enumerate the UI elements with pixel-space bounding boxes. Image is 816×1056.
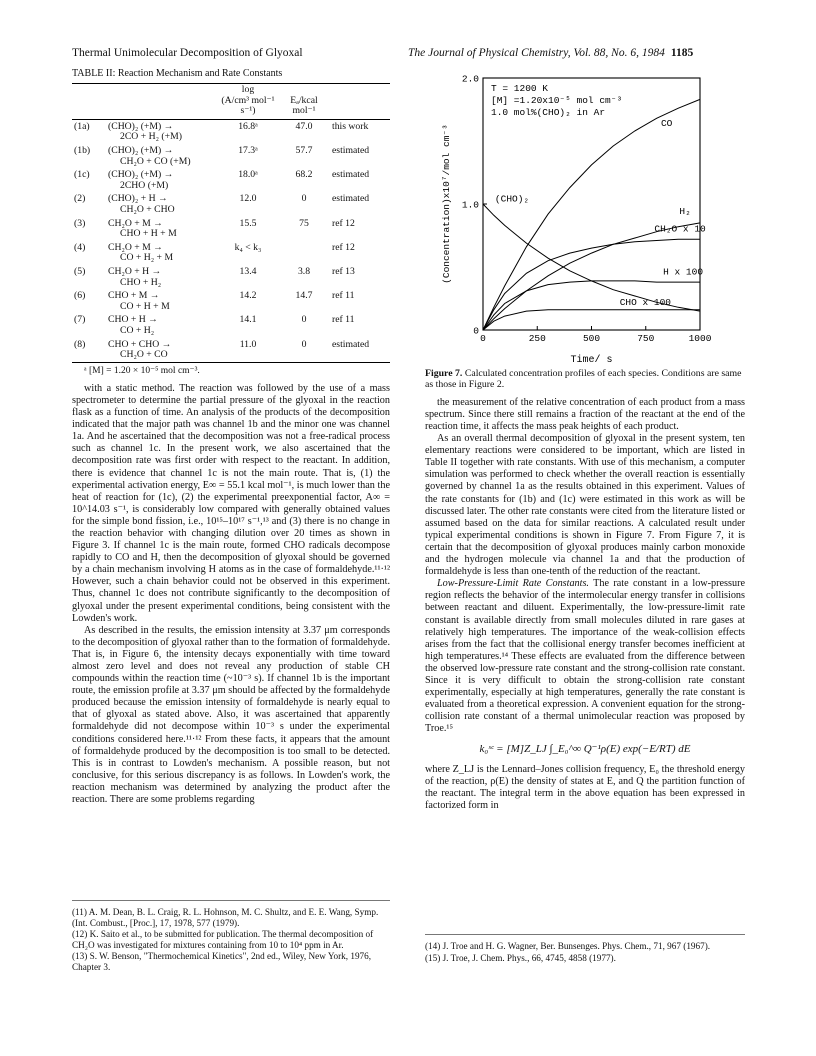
reaction-equation <box>106 241 218 265</box>
log-a-value: 15.5 <box>239 217 257 229</box>
right-body-text <box>425 397 745 578</box>
reaction-source: estimated <box>332 169 370 181</box>
condition-line: 1.0 mol%(CHO)₂ in Ar <box>491 107 606 118</box>
strong-collision-equation: k₀ˢᶜ = [M]Z_LJ ∫_E₀^∞ Q⁻¹ρ(E) exp(−E/RT) dE <box>479 743 691 756</box>
reactant-line: CHO + CHO → <box>108 338 172 350</box>
footnote: (12) K. Saito et al., to be submitted for publication. The thermal decomposition of CH₂O was investigated for mixtures containing from 10 to 10⁴ ppm in Ar. <box>72 929 374 950</box>
reactant-line: CH₂O + M → <box>108 241 163 253</box>
reaction-row <box>72 168 390 192</box>
log-a-value: k₄ < k₃ <box>234 241 262 253</box>
y-tick-label: 2.0 <box>461 73 479 85</box>
table-footnote: ᵃ [M] = 1.20 × 10⁻⁵ mol cm⁻³. <box>84 365 200 376</box>
figure-caption-text: Calculated concentration profiles of each species. Conditions are same as those in Figure 2. <box>425 368 742 391</box>
left-body-text <box>72 383 390 806</box>
ea-value: 75 <box>299 217 309 229</box>
after-equation-text: where Z_LJ is the Lennard–Jones collision frequency, E₀ the threshold energy of the reaction, ρ(E) the density of states at E, and Q the partition function of the reactant. The integral term in the above equation has been expressed in factorized form in <box>425 763 745 811</box>
product-line: 2CHO (+M) <box>120 179 169 191</box>
ea-value: 14.7 <box>295 290 313 302</box>
left-column <box>72 68 390 806</box>
page-number: 1185 <box>670 47 694 59</box>
reactant-line: (CHO)₂ + H → <box>108 193 168 205</box>
table-caption-label: TABLE II: <box>72 68 116 79</box>
reactant-line: (CHO)₂ (+M) → <box>108 120 174 132</box>
reaction-id: (1b) <box>74 145 91 157</box>
reaction-id: (4) <box>74 241 86 253</box>
figure-7-chart <box>425 68 745 368</box>
reaction-id: (7) <box>74 314 86 326</box>
ea-value: 0 <box>301 338 307 350</box>
reaction-id: (2) <box>74 193 86 205</box>
running-head: Thermal Unimolecular Decomposition of Glyoxal <box>72 47 303 59</box>
right-footnotes <box>425 934 745 964</box>
footnote: (14) J. Troe and H. G. Wagner, Ber. Bunsenges. Phys. Chem., 71, 967 (1967). <box>425 941 711 951</box>
ea-value: 68.2 <box>295 169 313 181</box>
reaction-equation <box>106 144 218 168</box>
y-tick-label: 1.0 <box>461 199 479 211</box>
product-line: CH₂O + CO <box>120 349 168 361</box>
reaction-table <box>72 83 390 363</box>
x-tick-label: 1000 <box>688 333 712 344</box>
lowp-paragraph <box>425 578 745 735</box>
log-a-value: 12.0 <box>239 193 257 205</box>
footnote: (15) J. Troe, J. Chem. Phys., 66, 4745, 4858 (1977). <box>425 952 616 963</box>
lowp-text: The rate constant in a low-pressure region reflects the behavior of the intermolecular energy transfer in collisions between reactant and diluent. Experimentally, the low-pressure-limit rate constant is available directly from small molecules diluted in rare gases at relatively high temperatures. The importance of the weak-collision effects arises from the fact that the collisional energy transfer becomes inefficient at high temperatures.¹⁴ These effects are evaluated from the difference between the observed low-pressure rate constant and the strong-collision rate constant. Since it is very difficult to obtain the strong-collision rate constant experimentally, especially at high temperatures, generally the rate constant is evaluated from a theoretical expression. A convenient equation for the strong-collision rate constant of a thermal unimolecular reaction was proposed by Troe.¹⁵ <box>425 578 745 735</box>
reactant-line: CH₂O + H → <box>108 266 162 277</box>
reaction-equation <box>106 265 218 289</box>
series-label: CO <box>660 117 673 129</box>
log-a-value: 16.8ᵃ <box>238 120 258 132</box>
product-line: CH₂O + CO (+M) <box>120 155 191 167</box>
reaction-row <box>72 144 390 168</box>
series-label: H₂ <box>679 206 691 218</box>
product-line: CO + H₂ + M <box>120 252 174 264</box>
reaction-id: (1a) <box>74 120 90 132</box>
reaction-id: (8) <box>74 338 86 350</box>
log-a-value: 14.2 <box>239 290 257 302</box>
reaction-row <box>72 265 390 289</box>
body-paragraph: with a static method. The reaction was followed by the use of a mass spectrometer to determine the partial pressure of the glyoxal in the reaction flask as a function of time. An analysis of the products of the decomposition indicated that the major path was channel 1b and the minor one was channel 1a. And he ascertained that the decomposition was not a free-radical process such as channel 1c. In the present work, we also ascertained that the decomposition rate was first order with respect to the reactant. In addition, there is evidence that channel 1c is not the main route. That is, (1) the experimental activation energy, E∞ = 55.1 kcal mol⁻¹, is much lower than the heat of reaction for (1c), (2) the experimental preexponential factor, A∞ = 10^14.03 s⁻¹, is considerably low compared with generally obtained values for the simple bond fission, i.e., 10¹⁵–10¹⁷ s⁻¹,¹³ and (3) there is no change in the reaction behavior with changing dilution over 20 times as shown in Figure 3. If channel 1c is the main route, formed CHO radicals decompose rapidly to CO and H, then the decomposition of glyoxal should be governed by a chain mechanism involving H atoms as in the case of formaldehyde.¹¹·¹² However, such a chain behavior could not be observed in this experiment. Thus, channel 1c does not contribute significantly to the decomposition of glyoxal under the present experimental conditions, being consistent with the Lowden's work. <box>72 382 390 624</box>
reaction-id: (1c) <box>74 169 90 181</box>
body-paragraph: the measurement of the relative concentration of each product from a mass spectrum. Since there still remains a fraction of the reactant at the end of the reaction time, it affects the mass peak heights of each product. <box>425 396 745 432</box>
y-axis-label: (Concentration)x10⁷/mol cm⁻³ <box>441 124 452 284</box>
journal-name: The Journal of Physical Chemistry, Vol. 88, No. 6, 1984 <box>408 47 665 59</box>
reactant-line: (CHO)₂ (+M) → <box>108 169 174 181</box>
x-axis-label: Time/ s <box>570 355 613 366</box>
reaction-equation <box>106 217 218 241</box>
figure-caption-label: Figure 7. <box>425 368 463 379</box>
left-footnotes <box>72 900 390 974</box>
reaction-equation <box>106 168 218 192</box>
reaction-row <box>72 241 390 265</box>
series-label: (CHO)₂ <box>494 193 530 205</box>
table-caption <box>72 68 390 80</box>
reaction-source: ref 13 <box>332 266 355 277</box>
reaction-row <box>72 289 390 313</box>
reaction-equation <box>106 338 218 363</box>
footnote: (11) A. M. Dean, B. L. Craig, R. L. Hohnson, M. C. Shultz, and E. E. Wang, Symp. (Int. Combust., [Proc.], 17, 1978, 577 (1979). <box>72 907 379 928</box>
reaction-row <box>72 313 390 337</box>
col-header-logA: log (A/cm³ mol⁻¹ s⁻¹) <box>221 84 275 117</box>
y-tick-label: 0 <box>473 325 479 337</box>
reaction-source: ref 11 <box>332 290 355 302</box>
reaction-equation <box>106 289 218 313</box>
reaction-id: (6) <box>74 290 86 302</box>
series-label: CHO x 100 <box>619 296 672 308</box>
reaction-id: (5) <box>74 266 86 277</box>
figure-caption <box>425 368 745 391</box>
series-line-0 <box>483 99 700 330</box>
ea-value: 47.0 <box>295 120 313 132</box>
ea-value: 0 <box>301 314 307 326</box>
ea-value: 0 <box>301 193 307 205</box>
reaction-source: ref 12 <box>332 241 355 253</box>
reaction-source: estimated <box>332 193 370 205</box>
log-a-value: 18.0ᵃ <box>238 169 258 181</box>
reaction-id: (3) <box>74 217 86 229</box>
ea-value <box>278 241 330 265</box>
journal-citation <box>408 47 693 59</box>
footnote: (13) S. W. Benson, "Thermochemical Kinetics", 2nd ed., Wiley, New York, 1976, Chapter 3. <box>72 951 372 972</box>
table-caption-text: Reaction Mechanism and Rate Constants <box>117 68 283 79</box>
product-line: CO + H + M <box>120 300 170 312</box>
reaction-equation <box>106 192 218 216</box>
reactant-line: CHO + M → <box>108 290 160 302</box>
body-paragraph: As described in the results, the emission intensity at 3.37 μm corresponds to the decomposition of glyoxal rather than to the formation of formaldehyde. That is, in Figure 6, the intensity decays exponentially with time toward almost zero level and does not reveal any production of stable CH compounds within the reaction time (~10⁻³ s). If channel 1b is the important route, the emission profile at 3.37 μm should be affected by the formaldehyde produced because the emission intensity of formaldehyde is nearly equal to that of glyoxal as stated above. Also, it was ascertained that apparently formaldehyde did not decompose within 10⁻³ s under the experimental conditions considered here.¹¹·¹² From these facts, it appears that the amount of formaldehyde produced by the decomposition is too small to be detected. This is in contrast to Lowden's mechanism. A possible reason, but not conclusive, for this serious discrepancy is as follows. In Lowden's work, the reaction mechanism was determined by analyzing the product after the reaction. There are some problems regarding <box>72 624 390 806</box>
product-line: CHO + H + M <box>120 228 177 240</box>
right-column <box>425 68 745 812</box>
reaction-source: this work <box>332 120 369 132</box>
product-line: CH₂O + CHO <box>120 204 175 216</box>
lowp-heading: Low-Pressure-Limit Rate Constants. <box>437 578 589 590</box>
reactant-line: (CHO)₂ (+M) → <box>108 145 174 157</box>
reaction-row <box>72 217 390 241</box>
product-line: 2CO + H₂ (+M) <box>120 131 182 143</box>
reaction-row <box>72 119 390 144</box>
log-a-value: 13.4 <box>239 266 257 277</box>
reactant-line: CH₂O + M → <box>108 217 163 229</box>
product-line: CHO + H₂ <box>120 276 162 288</box>
x-tick-label: 0 <box>480 333 486 344</box>
reactant-line: CHO + H → <box>108 314 158 326</box>
reaction-source: estimated <box>332 338 370 350</box>
reaction-row <box>72 338 390 363</box>
reaction-table-body <box>72 119 390 362</box>
series-label: CH₂O x 10 <box>654 223 706 235</box>
body-paragraph: As an overall thermal decomposition of glyoxal in the present system, ten elementary reactions were considered to be important, which are listed in Table II together with rate constants. With use of this mechanism, a computer simulation was performed to check whether the overall reaction is essentially governed by channel 1a as the results obtained in this experiment. Values of the rate constants for (1b) and (1c) were estimated in this work as will be discussed later. The other rate constants were cited from the literature listed or assumed based on the data for similar reactions. A calculated result under typical experimental conditions is shown in Figure 7. From Figure 7, it is certain that the decomposition of glyoxal produces mainly carbon monoxide and the hydrogen molecule via channel 1a and that the production of formaldehyde is less than one-tenth of the reduction of the reactant. <box>425 433 745 578</box>
reaction-row <box>72 192 390 216</box>
ea-value: 57.7 <box>295 145 313 157</box>
product-line: CO + H₂ <box>120 324 155 336</box>
series-label: H x 100 <box>663 266 704 278</box>
condition-line: [M] =1.20x10⁻⁵ mol cm⁻³ <box>491 95 623 106</box>
reaction-equation <box>106 313 218 337</box>
reaction-source: estimated <box>332 145 370 157</box>
log-a-value: 11.0 <box>239 338 257 350</box>
condition-line: T = 1200 K <box>491 83 549 94</box>
x-tick-label: 500 <box>582 333 601 344</box>
x-tick-label: 750 <box>637 333 655 344</box>
reaction-source: ref 11 <box>332 314 355 326</box>
reaction-equation <box>106 119 218 144</box>
ea-value: 3.8 <box>297 266 311 277</box>
col-header-Ea: Eₐ/kcal mol⁻¹ <box>290 94 318 117</box>
reaction-source: ref 12 <box>332 217 355 229</box>
log-a-value: 14.1 <box>239 314 257 326</box>
log-a-value: 17.3ᵃ <box>238 145 258 157</box>
x-tick-label: 250 <box>528 333 546 344</box>
series-line-1 <box>483 204 700 311</box>
